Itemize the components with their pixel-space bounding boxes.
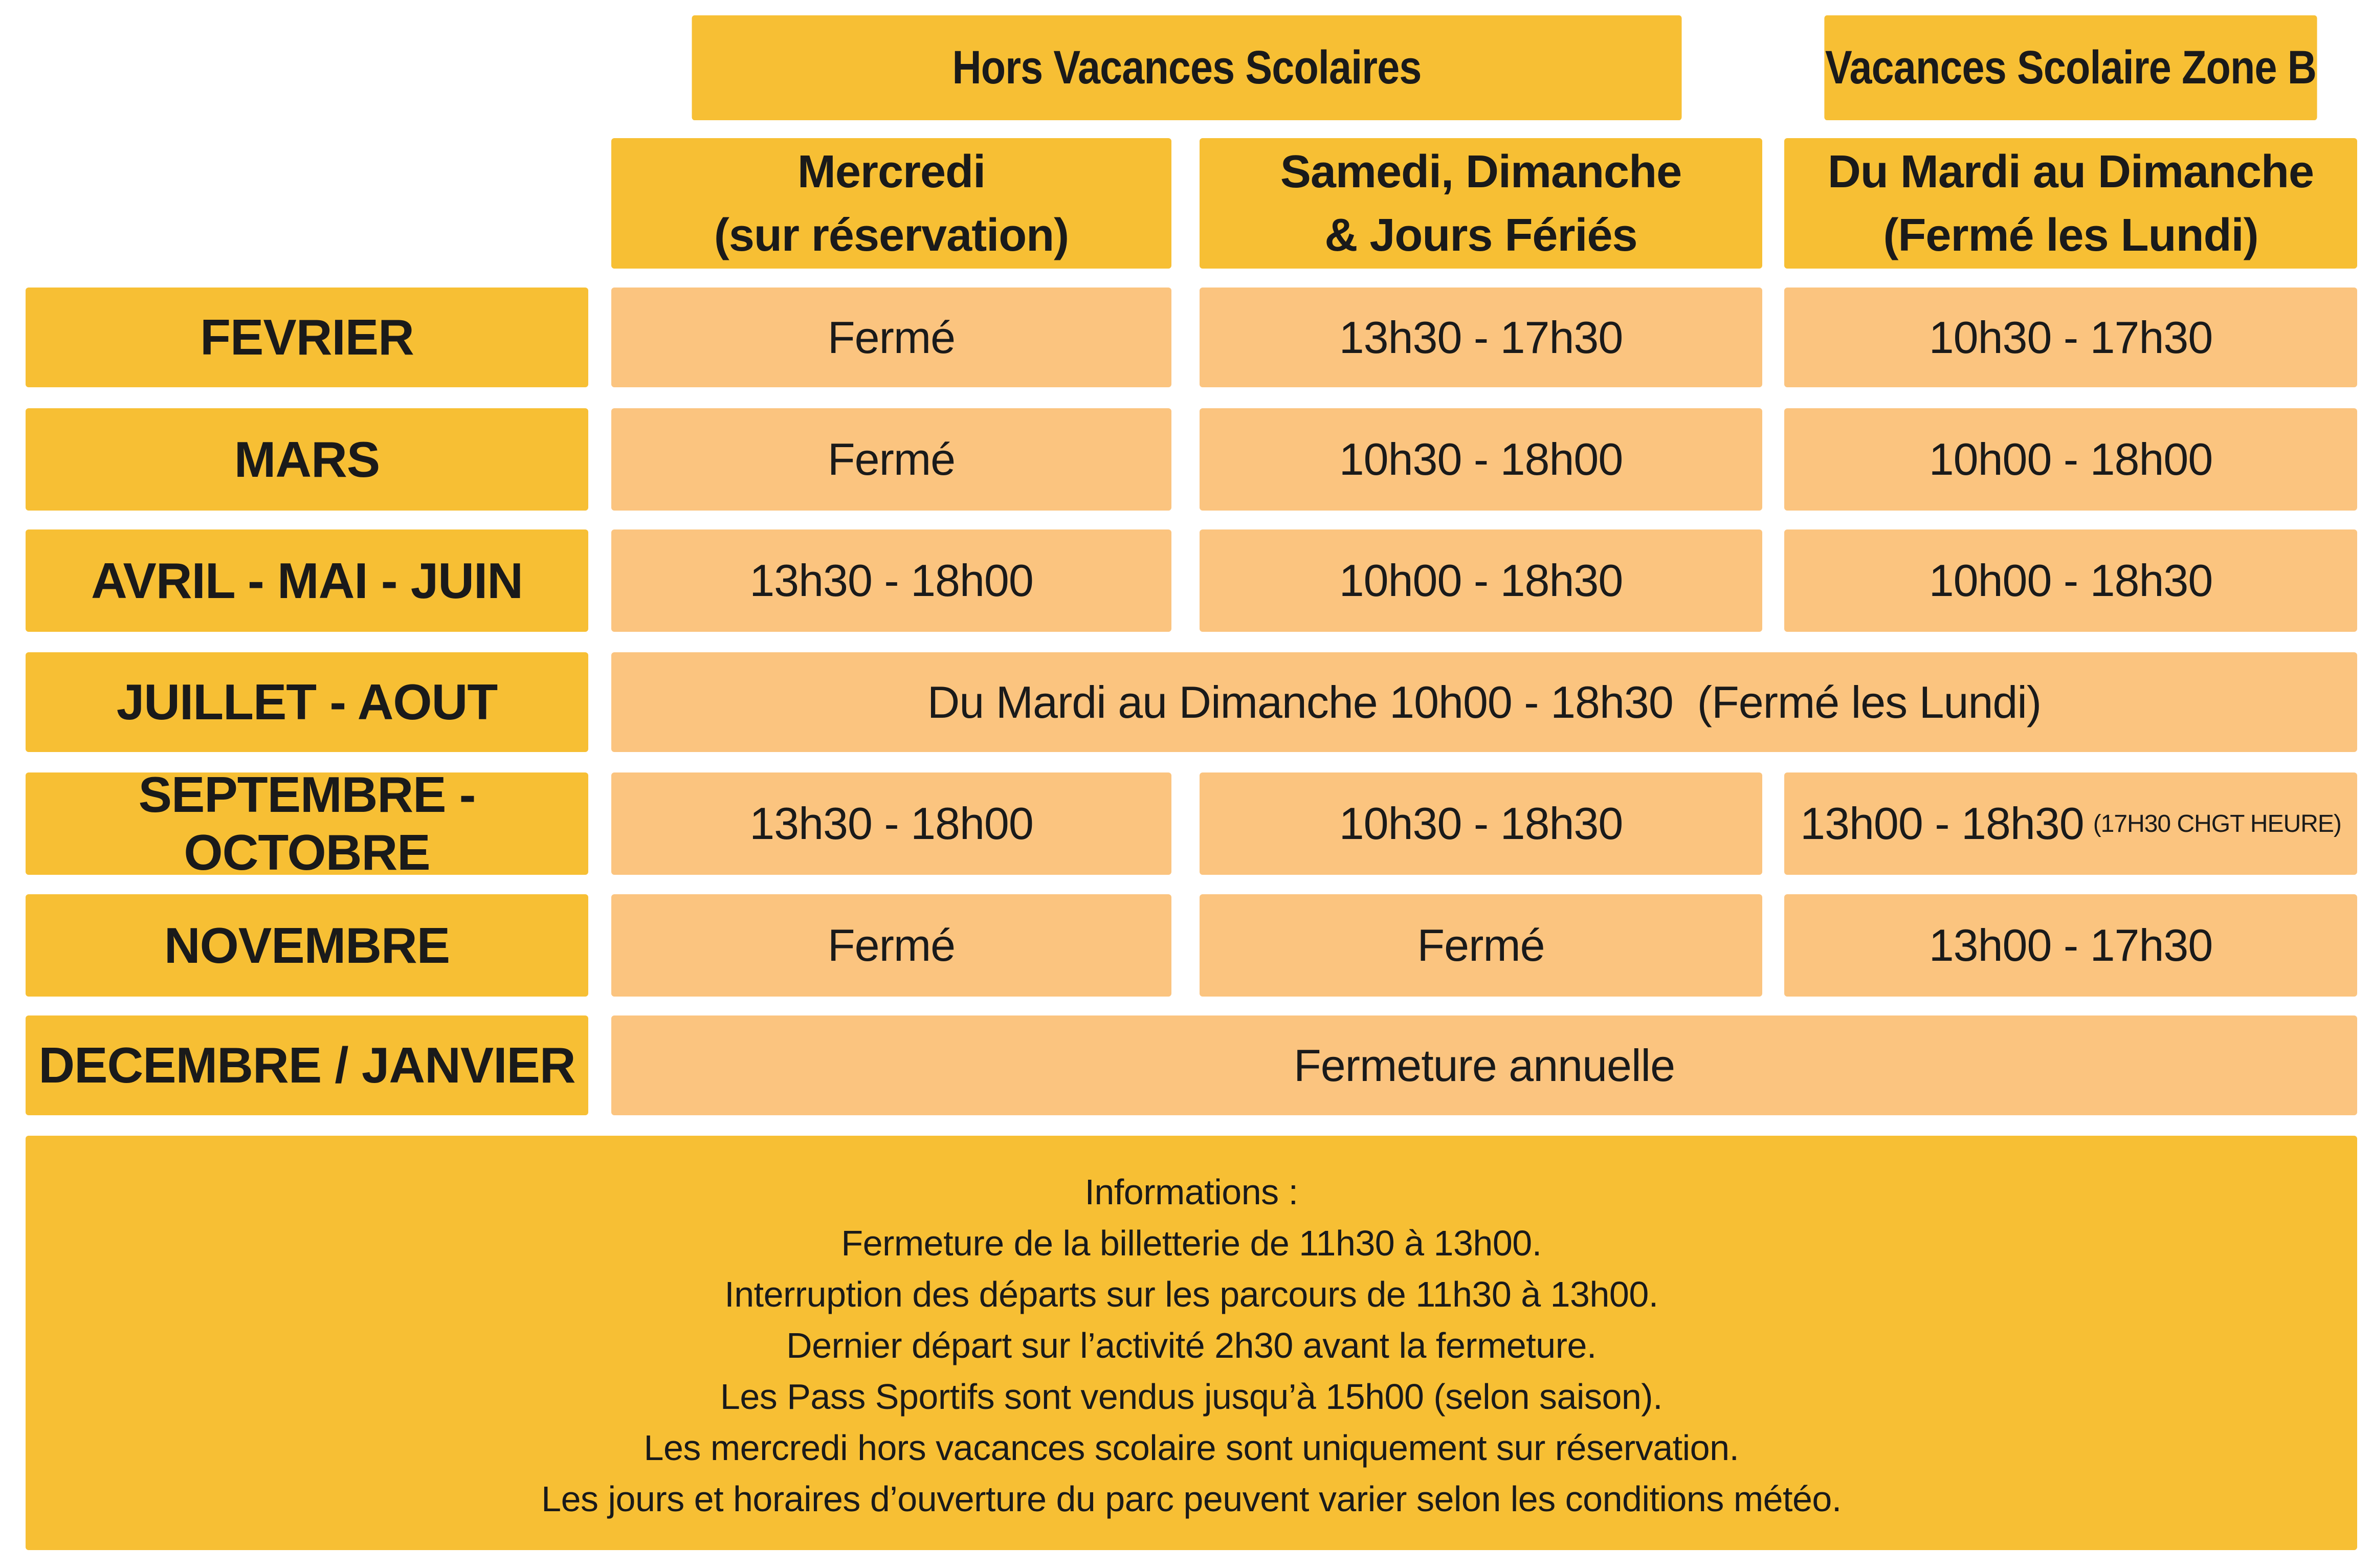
cell-vacances [1784,894,2357,997]
cell-mercredi [611,288,1171,387]
header-mercredi [611,138,1171,269]
cell-note: (17H30 CHGT HEURE) [2093,810,2341,837]
info-title: Informations : [1084,1172,1298,1212]
cell-value: 13h00 - 18h30 [1800,798,2084,849]
month-label: AVRIL - MAI - JUIN [91,552,523,609]
cell-weekend [1200,288,1762,387]
month-label: FEVRIER [200,309,414,365]
row-month-juillet-aout [26,652,588,752]
cell-value: Fermé [1417,920,1545,970]
info-line: Les Pass Sportifs sont vendus jusqu’à 15h00 (selon saison). [720,1377,1663,1417]
cell-value: 13h30 - 18h00 [749,798,1033,849]
header-weekend-line2: & Jours Fériés [1324,209,1637,261]
cell-value: 13h30 - 17h30 [1339,312,1623,363]
cell-value: 10h30 - 17h30 [1928,312,2213,363]
cell-value: Fermé [827,920,956,970]
month-label: JUILLET - AOUT [116,674,498,730]
cell-merged-juillet-aout [611,652,2357,752]
cell-vacances [1784,288,2357,387]
cell-vacances [1784,772,2357,875]
row-month-fevrier [26,288,588,387]
cell-vacances [1784,408,2357,511]
info-line: Les mercredi hors vacances scolaire sont uniquement sur réservation. [644,1428,1739,1468]
row-month-septembre-octobre [26,766,588,880]
cell-merged-decembre-janvier [611,1015,2357,1115]
cell-mercredi [611,772,1171,875]
cell-value: Fermé [827,312,956,363]
cell-value: 13h30 - 18h00 [749,555,1033,606]
header-vacances-zone-b [1824,15,2317,120]
cell-weekend [1200,772,1762,875]
cell-mercredi [611,894,1171,997]
cell-value: 10h30 - 18h00 [1339,434,1623,484]
header-weekend [1200,138,1762,269]
cell-weekend [1200,408,1762,511]
header-vacances-line2: (Fermé les Lundi) [1883,209,2258,261]
info-line: Dernier départ sur l’activité 2h30 avant la fermeture. [786,1326,1597,1365]
cell-value: Fermé [827,434,956,484]
info-box [26,1136,2357,1550]
info-line: Fermeture de la billetterie de 11h30 à 13h00. [841,1223,1542,1263]
month-label: DECEMBRE / JANVIER [38,1037,575,1093]
header-vacances [1784,138,2357,269]
header-hors-vacances [692,15,1682,120]
row-month-avril-mai-juin [26,529,588,632]
header-mercredi-line1: Mercredi [797,146,986,197]
cell-value: 10h00 - 18h30 [1339,555,1623,606]
row-month-novembre [26,894,588,997]
cell-weekend [1200,529,1762,632]
header-vacances-line1: Du Mardi au Dimanche [1827,146,2314,197]
cell-mercredi [611,408,1171,511]
cell-value: 10h00 - 18h00 [1928,434,2213,484]
row-month-decembre-janvier [26,1015,588,1115]
cell-weekend [1200,894,1762,997]
month-label: MARS [234,431,380,488]
info-line: Interruption des départs sur les parcours de 11h30 à 13h00. [724,1274,1658,1314]
month-label: NOVEMBRE [164,917,450,974]
cell-value: 13h00 - 17h30 [1928,920,2213,970]
cell-vacances [1784,529,2357,632]
row-month-mars [26,408,588,511]
header-mercredi-line2: (sur réservation) [714,209,1069,261]
info-line: Les jours et horaires d’ouverture du parc peuvent varier selon les conditions météo. [541,1479,1842,1519]
header-weekend-line1: Samedi, Dimanche [1280,146,1682,197]
header-hors-vacances-label: Hors Vacances Scolaires [952,41,1422,94]
cell-value: 10h30 - 18h30 [1339,798,1623,849]
cell-value: Fermeture annuelle [1293,1040,1675,1091]
cell-mercredi [611,529,1171,632]
cell-value: Du Mardi au Dimanche 10h00 - 18h30 (Fermé les Lundi) [927,676,2042,727]
header-vacances-zone-b-label: Vacances Scolaire Zone B [1825,41,2317,94]
month-label: SEPTEMBRE - OCTOBRE [138,766,476,880]
cell-value: 10h00 - 18h30 [1928,555,2213,606]
